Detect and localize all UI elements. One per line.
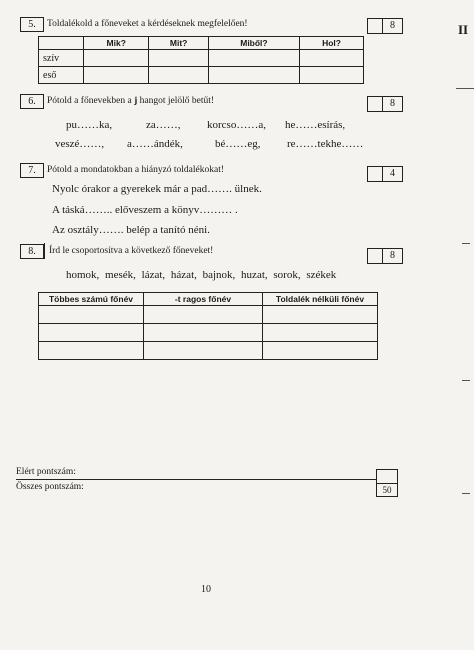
task-7-sentence: Az osztály……. belép a tanító néni. — [52, 224, 210, 236]
task-6-word: re……tekhe…… — [287, 138, 364, 150]
task-8-max-points: 8 — [390, 250, 395, 261]
answer-cell[interactable] — [149, 50, 208, 67]
earned-points-label: Elért pontszám: — [16, 467, 76, 477]
earned-points-box[interactable] — [376, 469, 398, 484]
table-row — [39, 324, 378, 342]
task-6-word: a……ándék, — [127, 138, 183, 150]
table-header — [39, 37, 84, 50]
table-header: -t ragos főnév — [144, 293, 263, 306]
task-6-number: 6. — [20, 94, 44, 109]
task-8-instruction: Írd le csoportosítva a következő főneveket! — [49, 246, 214, 256]
answer-cell[interactable] — [300, 50, 364, 67]
task-6-word: korcso……a, — [207, 119, 266, 131]
answer-cell[interactable] — [263, 342, 378, 360]
table-header: Mik? — [84, 37, 149, 50]
task-7-instruction: Pótold a mondatokban a hiányzó toldalékokat! — [47, 165, 225, 175]
margin-roman-numeral: II — [458, 22, 469, 37]
table-row — [39, 306, 378, 324]
table-header: Toldalék nélküli főnév — [263, 293, 378, 306]
answer-cell[interactable] — [39, 342, 144, 360]
task-5-max-points: 8 — [390, 20, 395, 31]
answer-cell[interactable] — [300, 67, 364, 84]
task-8-number: 8. — [20, 244, 44, 259]
margin-tick — [462, 243, 470, 244]
row-label: szív — [39, 50, 84, 67]
task-8-number-bar — [44, 243, 45, 259]
task-8-table — [38, 292, 378, 360]
page-number: 10 — [201, 584, 211, 595]
task-7-sentence: Nyolc órakor a gyerekek már a pad……. ülnek. — [52, 183, 262, 195]
answer-cell[interactable] — [144, 342, 263, 360]
task-8-score-box[interactable] — [367, 248, 403, 264]
margin-tick — [462, 493, 470, 494]
answer-cell[interactable] — [39, 306, 144, 324]
answer-cell[interactable] — [144, 324, 263, 342]
task-6-max-points: 8 — [390, 98, 395, 109]
task-5-score-box[interactable] — [367, 18, 403, 34]
table-header: Mit? — [149, 37, 208, 50]
footer-rule — [16, 479, 398, 480]
task-5-table — [38, 36, 364, 84]
task-5-instruction: Toldalékold a főneveket a kérdéseknek megfelelően! — [47, 19, 248, 29]
answer-cell[interactable] — [149, 67, 208, 84]
answer-cell[interactable] — [208, 67, 299, 84]
table-row — [39, 342, 378, 360]
task-7-number: 7. — [20, 163, 44, 178]
task-8-word-list: homok, mesék, lázat, házat, bajnok, huzat, sorok, székek — [66, 269, 337, 281]
task-6-word: bé……eg, — [215, 138, 261, 150]
task-7-sentence: A táská…….. elővesze​m a könyv……… . — [52, 204, 238, 216]
answer-cell[interactable] — [263, 306, 378, 324]
margin-tick — [462, 380, 470, 381]
table-row — [39, 50, 364, 67]
task-6-word: pu……ka, — [66, 119, 113, 131]
table-header: Többes számú főnév — [39, 293, 144, 306]
answer-cell[interactable] — [208, 50, 299, 67]
total-points-box: 50 — [376, 483, 398, 497]
task-6-word: he……esírás, — [285, 119, 346, 131]
task-6-score-box[interactable] — [367, 96, 403, 112]
row-label: eső — [39, 67, 84, 84]
task-6-instruction: Pótold a főnevekben a j hangot jelölő betűt! — [47, 96, 215, 106]
table-header: Miből? — [208, 37, 299, 50]
task-7-score-box[interactable] — [367, 166, 403, 182]
total-points-label: Összes pontszám: — [16, 482, 84, 492]
task-5-number: 5. — [20, 17, 44, 32]
table-header: Hol? — [300, 37, 364, 50]
margin-rule-top — [456, 88, 474, 89]
answer-cell[interactable] — [84, 50, 149, 67]
answer-cell[interactable] — [144, 306, 263, 324]
answer-cell[interactable] — [263, 324, 378, 342]
answer-cell[interactable] — [39, 324, 144, 342]
table-row — [39, 67, 364, 84]
task-6-word: veszé……, — [55, 138, 105, 150]
task-7-max-points: 4 — [390, 168, 395, 179]
task-6-word: za……, — [146, 119, 181, 131]
answer-cell[interactable] — [84, 67, 149, 84]
